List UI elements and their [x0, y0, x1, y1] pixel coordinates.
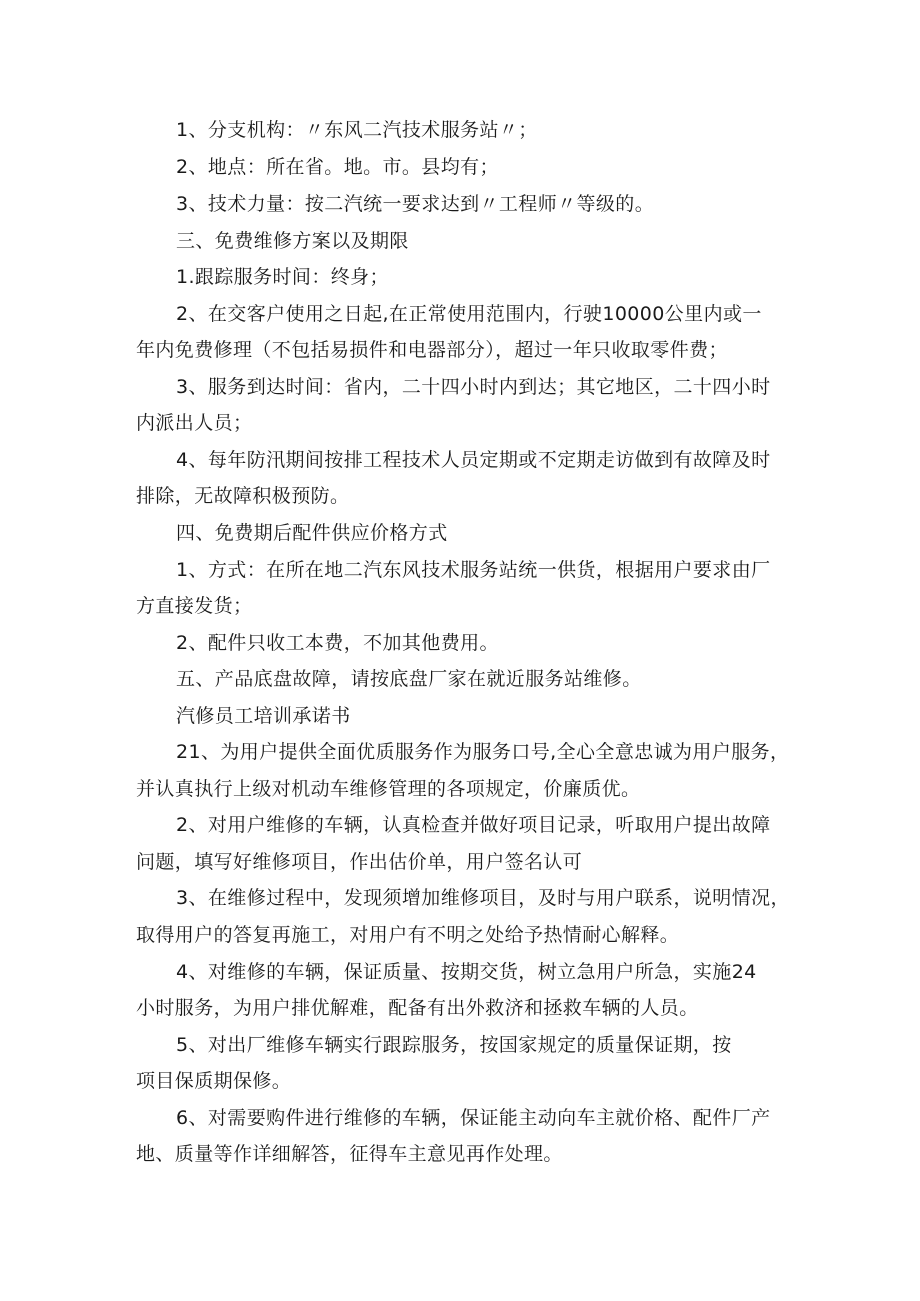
paragraph-line: 2、配件只收工本费，不加其他费用。 [176, 632, 499, 654]
paragraph-line: 地、质量等作详细解答，征得车主意见再作处理。 [136, 1143, 563, 1165]
paragraph-line: 3、技术力量：按二汽统一要求达到〃工程师〃等级的。 [176, 193, 655, 215]
paragraph-line: 21、为用户提供全面优质服务作为服务口号,全心全意忠诚为用户服务， [176, 741, 790, 763]
paragraph-line: 1、分支机构：〃东风二汽技术服务站〃； [176, 119, 538, 141]
paragraph-line: 6、对需要购件进行维修的车辆，保证能主动向车主就价格、配件厂产 [176, 1107, 771, 1129]
paragraph-line: 1、方式：在所在地二汽东风技术服务站统一供货，根据用户要求由厂 [176, 559, 771, 581]
section-heading: 三、免费维修方案以及期限 [176, 230, 409, 252]
paragraph-line: 5、对出厂维修车辆实行跟踪服务，按国家规定的质量保证期，按 [176, 1034, 732, 1056]
paragraph-line: 3、服务到达时间：省内，二十四小时内到达；其它地区，二十四小时 [176, 376, 771, 398]
paragraph-line: 年内免费修理（不包括易损件和电器部分），超过一年只收取零件费； [136, 339, 728, 361]
paragraph-line: 项目保质期保修。 [136, 1070, 292, 1092]
paragraph-line: 2、对用户维修的车辆，认真检查并做好项目记录，听取用户提出故障 [176, 814, 771, 836]
paragraph-line: 2、地点：所在省。地。市。县均有； [176, 156, 499, 178]
paragraph-line: 方直接发货； [136, 595, 253, 617]
paragraph-line: 4、每年防汛期间按排工程技术人员定期或不定期走访做到有故障及时 [176, 449, 771, 471]
paragraph-line: 问题，填写好维修项目，作出估价单，用户签名认可 [136, 851, 583, 873]
paragraph-line: 内派出人员； [136, 412, 253, 434]
section-heading: 四、免费期后配件供应价格方式 [176, 522, 448, 544]
paragraph-line: 1.跟踪服务时间：终身； [176, 266, 389, 288]
paragraph-line: 2、在交客户使用之日起,在正常使用范围内，行驶10000公里内或一 [176, 303, 762, 325]
paragraph-line: 小时服务，为用户排优解难，配备有出外救济和拯救车辆的人员。 [136, 997, 699, 1019]
section-heading: 五、产品底盘故障，请按底盘厂家在就近服务站维修。 [176, 668, 642, 690]
paragraph-line: 4、对维修的车辆，保证质量、按期交货，树立急用户所急，实施24 [176, 961, 757, 983]
paragraph-line: 并认真执行上级对机动车维修管理的各项规定，价廉质优。 [136, 778, 641, 800]
paragraph-line: 3、在维修过程中，发现须增加维修项目，及时与用户联系，说明情况， [176, 887, 790, 909]
paragraph-line: 取得用户的答复再施工，对用户有不明之处给予热情耐心解释。 [136, 924, 680, 946]
document-title: 汽修员工培训承诺书 [176, 705, 351, 727]
paragraph-line: 排除，无故障积极预防。 [136, 485, 350, 507]
